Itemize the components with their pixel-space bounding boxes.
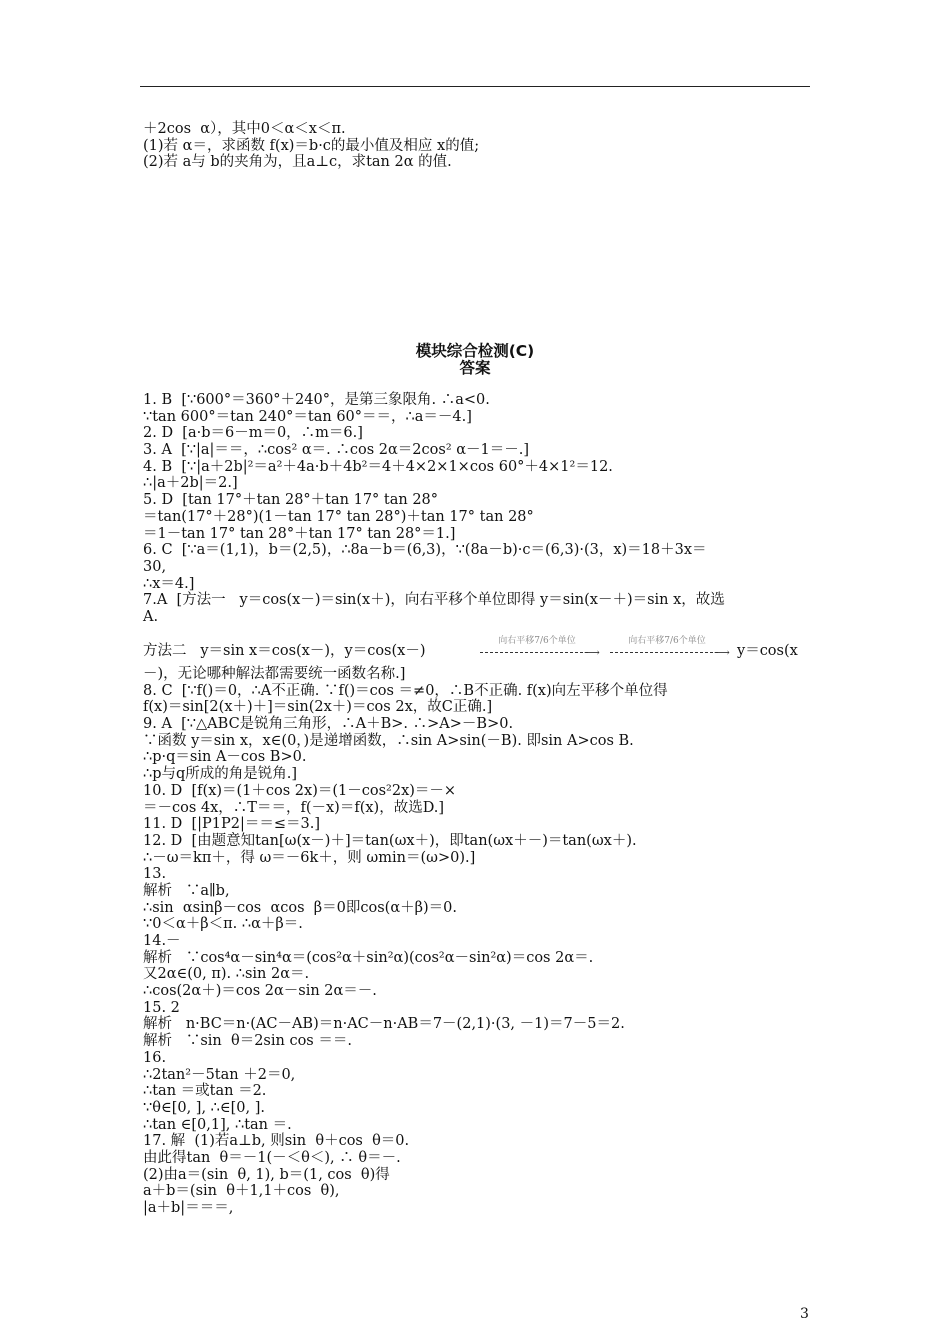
answer-line: ∴tan ＝或tan ＝2. (143, 1083, 267, 1100)
answer-line: ＝tan(17°＋28°)(1－tan 17° tan 28°)＋tan 17° tan 28° (143, 508, 534, 525)
problem-line: ＋2cos α），其中0＜α＜x＜π. (143, 121, 346, 137)
answer-line: 3. A [∵|a|＝＝，∴cos² α＝. ∴cos 2α＝2cos² α－1＝－.] (143, 442, 530, 459)
answer-line: ∴|a＋2b|＝2.] (143, 475, 238, 492)
answer-line: A. (143, 608, 159, 625)
answer-line: ∴－ω＝kπ＋，得 ω＝－6k＋，则 ωmin＝(ω>0).] (143, 849, 476, 866)
shift-arrow-label: 向右平移7/6个单位 (628, 636, 706, 646)
answer-line: 解析 ∵a∥b, (143, 882, 230, 899)
answer-line: 17. 解 (1)若a⊥b, 则sin θ＋cos θ＝0. (143, 1133, 410, 1150)
answer-section-a (143, 392, 823, 626)
section-title: 模块综合检测(C) (415, 342, 535, 360)
shift-arrow (478, 633, 600, 659)
answer-line: ∵函数 y＝sin x，x∈(0，)是递增函数，∴sin A>sin(－B). 即sin A>cos B. (143, 732, 634, 749)
answer-line: a＋b＝(sin θ＋1,1＋cos θ), (143, 1183, 340, 1200)
method-two-label: 方法二 y＝sin x＝cos(x－)，y＝cos(x－) (143, 643, 426, 659)
answer-line: 13. (143, 866, 167, 883)
arrow-head-icon: ⟶ (714, 646, 730, 659)
answer-line: 6. C [∵a＝(1,1)，b＝(2,5)，∴8a－b＝(6,3)，∵(8a－b)·c＝(6,3)·(3，x)＝18＋3x＝ (143, 542, 707, 559)
answer-line: 由此得tan θ＝－1(－＜θ＜), ∴ θ＝－. (143, 1149, 401, 1166)
answer-line: 7.A [方法一 y＝cos(x－)＝sin(x＋)，向右平移个单位即得 y＝sin(x－＋)＝sin x，故选 (143, 592, 725, 609)
answer-line: 12. D [由题意知tan[ω(x－)＋]＝tan(ωx＋)，即tan(ωx＋－)＝tan(ωx＋). (143, 832, 637, 849)
answer-title: 答案 (459, 359, 491, 377)
answer-line: 11. D [|P1P2|＝＝≤＝3.] (143, 816, 321, 833)
answer-line: 30, (143, 558, 167, 575)
answer-line: 解析 ∵cos⁴α－sin⁴α＝(cos²α＋sin²α)(cos²α－sin²α)＝cos 2α＝. (143, 949, 594, 966)
answer-line (143, 1233, 823, 1250)
answer-line: ∴p与q所成的角是锐角.] (143, 766, 298, 783)
method-two-row (143, 633, 823, 659)
answer-line: f(x)＝sin[2(x＋)＋]＝sin(2x＋)＝cos 2x，故C正确.] (143, 699, 493, 716)
answer-line: ∴sin αsinβ－cos αcos β＝0即cos(α＋β)＝0. (143, 899, 457, 916)
answer-line: 5. D [tan 17°＋tan 28°＋tan 17° tan 28° (143, 492, 439, 509)
answer-line: ＝－cos 4x，∴T＝＝，f(－x)＝f(x)，故选D.] (143, 799, 445, 816)
dashed-shaft (480, 652, 588, 653)
dashed-shaft (610, 652, 718, 653)
answer-line: ＝1－tan 17° tan 28°＋tan 17° tan 28°＝1.] (143, 525, 456, 542)
problem-line: (1)若 α＝，求函数 f(x)＝b·c的最小值及相应 x的值; (143, 137, 480, 154)
shift-arrow (608, 633, 730, 659)
method-two-tail: y＝cos(x (737, 643, 798, 659)
answer-line (143, 1250, 823, 1267)
answer-line: ∴2tan²－5tan ＋2＝0, (143, 1066, 296, 1083)
answer-line: |a＋b|＝＝＝, (143, 1200, 234, 1216)
answer-line: ∴p·q＝sin A－cos B>0. (143, 749, 307, 766)
answer-line: 14.－ (143, 933, 181, 949)
answer-line: ∴x＝4.] (143, 575, 195, 592)
answer-line: ∴cos(2α＋)＝cos 2α－sin 2α＝－. (143, 983, 377, 1000)
answer-line: 9. A [∵△ABC是锐角三角形，∴A＋B>. ∴>A>－B>0. (143, 716, 514, 733)
answer-line: 8. C [∵f()＝0，∴A不正确. ∵f()＝cos ＝≠0，∴B不正确. f(x)向左平移个单位得 (143, 682, 668, 699)
answer-section-b (143, 666, 823, 1283)
problem-line: (2)若 a与 b的夹角为，且a⊥c，求tan 2α 的值. (143, 154, 452, 171)
problem-continuation (143, 121, 823, 171)
page-number: 3 (800, 1306, 809, 1322)
answer-line: ∵θ∈[0, ], ∴∈[0, ]. (143, 1099, 265, 1116)
answer-line: 16. (143, 1049, 167, 1066)
answer-line (143, 1217, 823, 1234)
answer-line: 4. B [∵|a＋2b|²＝a²＋4a·b＋4b²＝4＋4×2×1×cos 60°＋4×1²＝12. (143, 458, 613, 475)
answer-line: 10. D [f(x)＝(1＋cos 2x)＝(1－cos²2x)＝－× (143, 782, 457, 799)
header-rule (140, 86, 810, 87)
answer-line: ∵0＜α＋β＜π. ∴α＋β＝. (143, 916, 303, 933)
answer-line: (2)由a＝(sin θ, 1), b＝(1, cos θ)得 (143, 1166, 390, 1183)
answer-line: －)，无论哪种解法都需要统一函数名称.] (143, 666, 406, 682)
answer-line: 2. D [a·b＝6－m＝0，∴m＝6.] (143, 425, 363, 442)
answer-line: 15. 2 (143, 999, 180, 1016)
shift-arrow-label: 向右平移7/6个单位 (498, 636, 576, 646)
answer-line: 又2α∈(0, π). ∴sin 2α＝. (143, 966, 310, 983)
answer-line: 1. B [∵600°＝360°＋240°，是第三象限角. ∴a<0. (143, 392, 490, 408)
answer-line: 解析 n·BC＝n·(AC－AB)＝n·AC－n·AB＝7－(2,1)·(3, －1)＝7－5＝2. (143, 1016, 625, 1033)
answer-line: ∵tan 600°＝tan 240°＝tan 60°＝＝，∴a＝－4.] (143, 408, 472, 425)
answer-line (143, 1267, 823, 1284)
answer-line: 解析 ∵sin θ＝2sin cos ＝＝. (143, 1033, 352, 1050)
answer-line: ∴tan ∈[0,1], ∴tan ＝. (143, 1116, 292, 1133)
arrow-head-icon: ⟶ (584, 646, 600, 659)
